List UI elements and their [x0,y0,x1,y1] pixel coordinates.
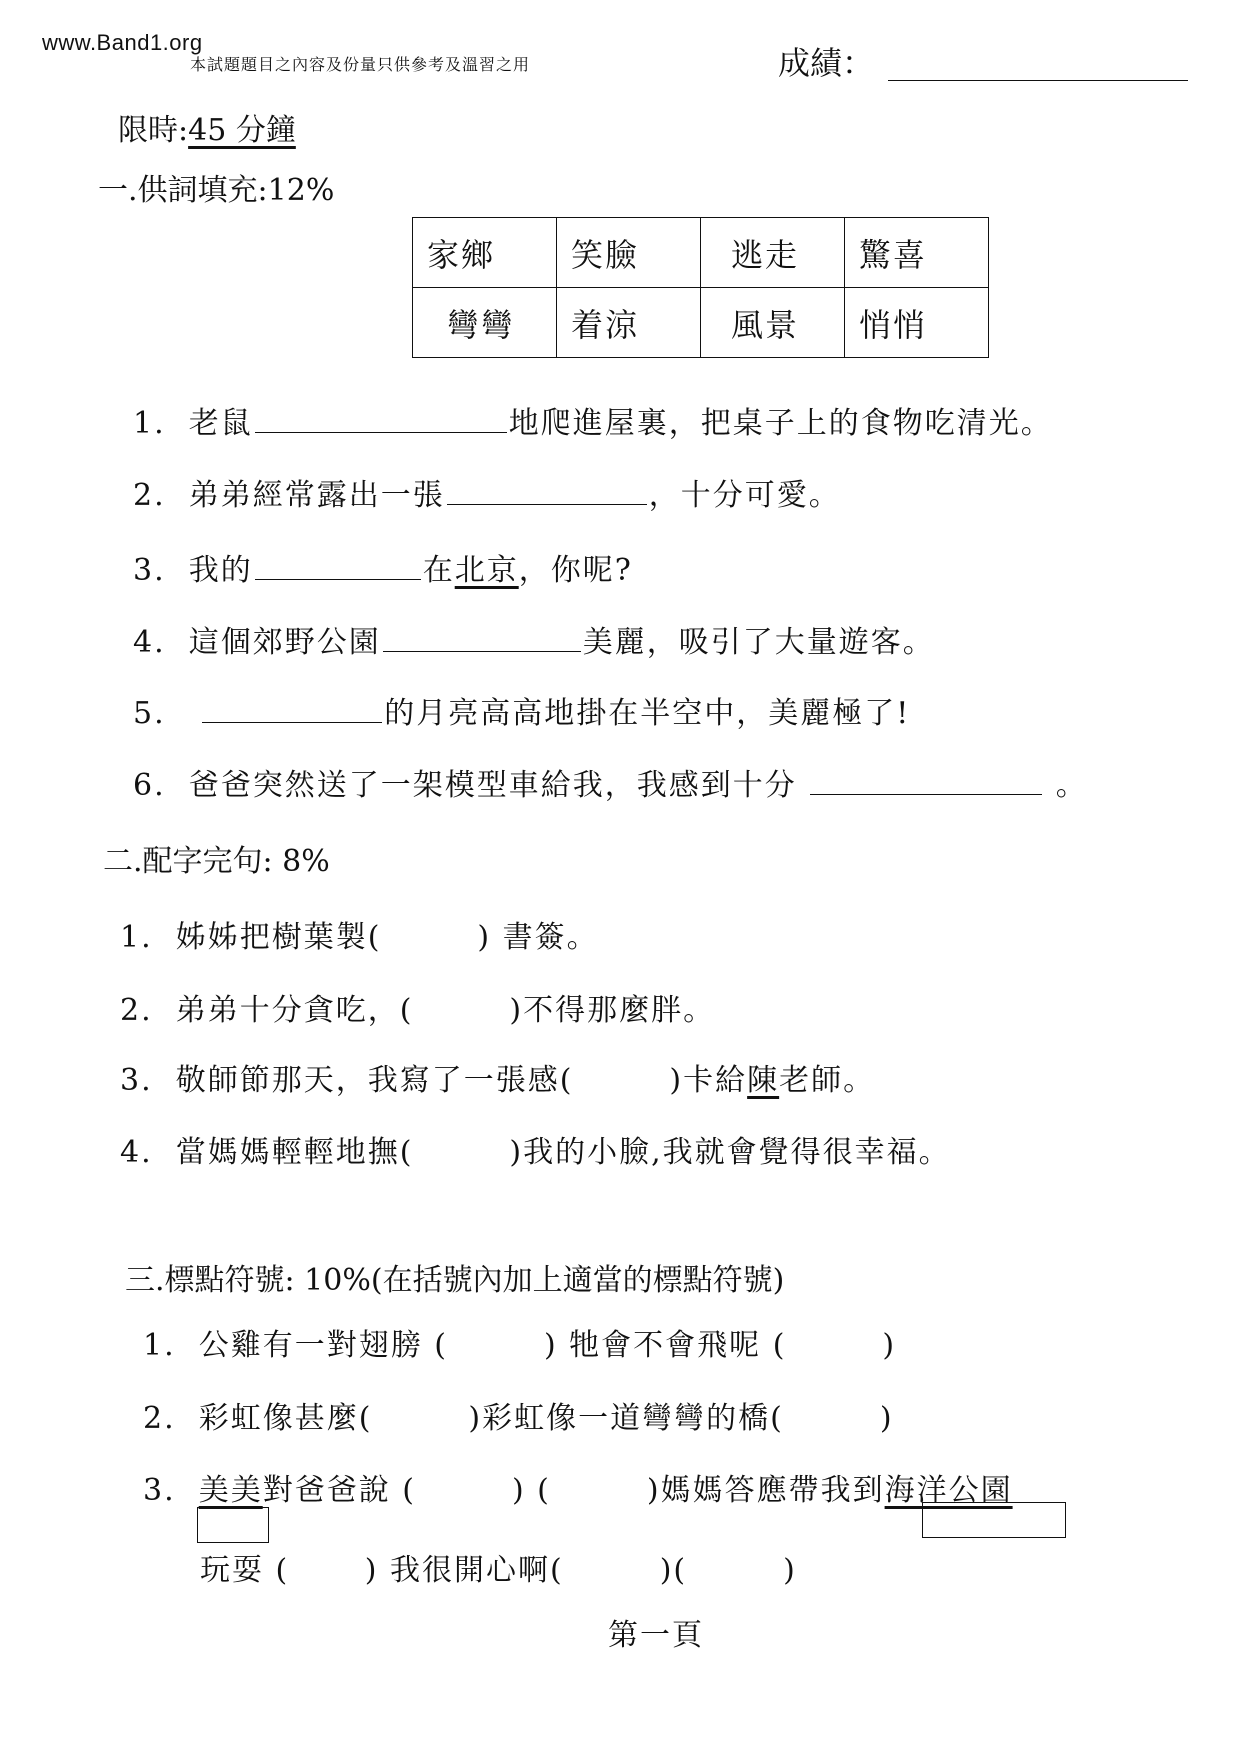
word-cell: 着涼 [557,288,701,358]
place-name: 北京 [454,553,519,588]
question-number: 1. [133,406,166,441]
question-number: 5. [133,696,166,731]
answer-blank[interactable] [447,503,647,505]
score-label: 成績： [778,44,875,82]
question-text[interactable]: 姊姊把樹葉製( ) 書簽。 [175,920,599,955]
word-cell: 悄悄 [845,288,989,358]
section1-title: 一.供詞填充:12% [98,173,335,208]
word-cell: 家鄉 [413,218,557,288]
question-number: 3. [120,1063,153,1098]
s3-question-3 [143,1465,1013,1509]
question-number: 1. [143,1328,176,1363]
page-number: 第一頁 [608,1618,704,1653]
person-name: 陳 [747,1063,780,1098]
question-number: 2. [143,1401,176,1436]
question-text: 弟弟經常露出一張 [188,478,445,513]
s1-question-3 [133,545,633,589]
question-text[interactable]: 敬師節那天，我寫了一張感( )卡給 [175,1063,748,1098]
answer-blank[interactable] [202,721,382,723]
s1-question-1 [133,398,1053,442]
section3-title: 三.標點符號: 10%(在括號內加上適當的標點符號) [125,1263,785,1298]
question-number: 6. [133,768,166,803]
question-text: 地爬進屋裏，把桌子上的食物吃清光。 [508,406,1053,441]
answer-blank[interactable] [383,650,581,652]
word-cell: 逃走 [701,218,845,288]
question-text[interactable]: 當媽媽輕輕地撫( )我的小臉,我就會覺得很幸福。 [175,1135,951,1170]
question-text: 的月亮高高地掛在半空中，美麗極了! [384,696,911,731]
question-number: 2. [133,478,166,513]
question-number: 2. [120,993,153,1028]
time-limit-label: 限時: [118,113,189,148]
s2-question-1 [120,912,599,956]
s1-question-6 [133,760,1088,804]
answer-box[interactable] [197,1507,269,1543]
word-cell: 笑臉 [557,218,701,288]
person-name: 美美 [198,1473,263,1508]
word-cell: 驚喜 [845,218,989,288]
question-number: 3. [133,553,166,588]
disclaimer-note: 本試題題目之內容及份量只供參考及溫習之用 [190,55,531,74]
question-text: 美麗，吸引了大量遊客。 [582,625,935,660]
question-text: 。 [1055,768,1088,803]
word-cell: 風景 [701,288,845,358]
question-text: 老師。 [779,1063,876,1098]
word-bank-table [412,217,989,358]
section2-title: 二.配字完句: 8% [103,844,330,879]
s2-question-3 [120,1055,875,1099]
s3-question-2 [143,1393,894,1437]
score-answer-line[interactable] [888,80,1188,81]
question-text: ，你呢? [518,553,633,588]
word-cell: 彎彎 [413,288,557,358]
question-text[interactable]: 彩虹像甚麼( )彩虹像一道彎彎的橋( ) [198,1401,894,1436]
question-text[interactable]: 弟弟十分貪吃，( )不得那麼胖。 [175,993,716,1028]
site-watermark: www.Band1.org [42,30,203,55]
question-text: ，十分可愛。 [648,478,841,513]
question-text: 在 [422,553,455,588]
time-limit [118,105,296,149]
question-number: 3. [143,1473,176,1508]
s1-question-5 [133,688,910,732]
answer-blank[interactable] [810,793,1042,795]
question-number: 4. [133,625,166,660]
question-text[interactable]: 對爸爸說 ( ) ( )媽媽答應帶我到 [262,1473,885,1508]
s3-question-1 [143,1320,896,1364]
question-text: 這個郊野公園 [188,625,381,660]
s2-question-2 [120,985,715,1029]
s1-question-4 [133,617,935,661]
answer-box[interactable] [922,1502,1066,1538]
time-limit-value: 45 分鐘 [188,113,296,148]
question-text: 老鼠 [188,406,253,441]
s2-question-4 [120,1127,951,1171]
s1-question-2 [133,470,841,514]
question-text: 我的 [188,553,253,588]
question-text: 爸爸突然送了一架模型車給我，我感到十分 [188,768,797,803]
answer-blank[interactable] [255,578,421,580]
question-number: 1. [120,920,153,955]
place-name: 海洋公園 [884,1473,1013,1508]
question-text[interactable]: 公雞有一對翅膀 ( ) 牠會不會飛呢 ( ) [198,1328,897,1363]
question-number: 4. [120,1135,153,1170]
answer-blank[interactable] [255,431,507,433]
s3-question-3-line2: 玩耍 ( ) 我很開心啊( )( ) [200,1553,797,1588]
